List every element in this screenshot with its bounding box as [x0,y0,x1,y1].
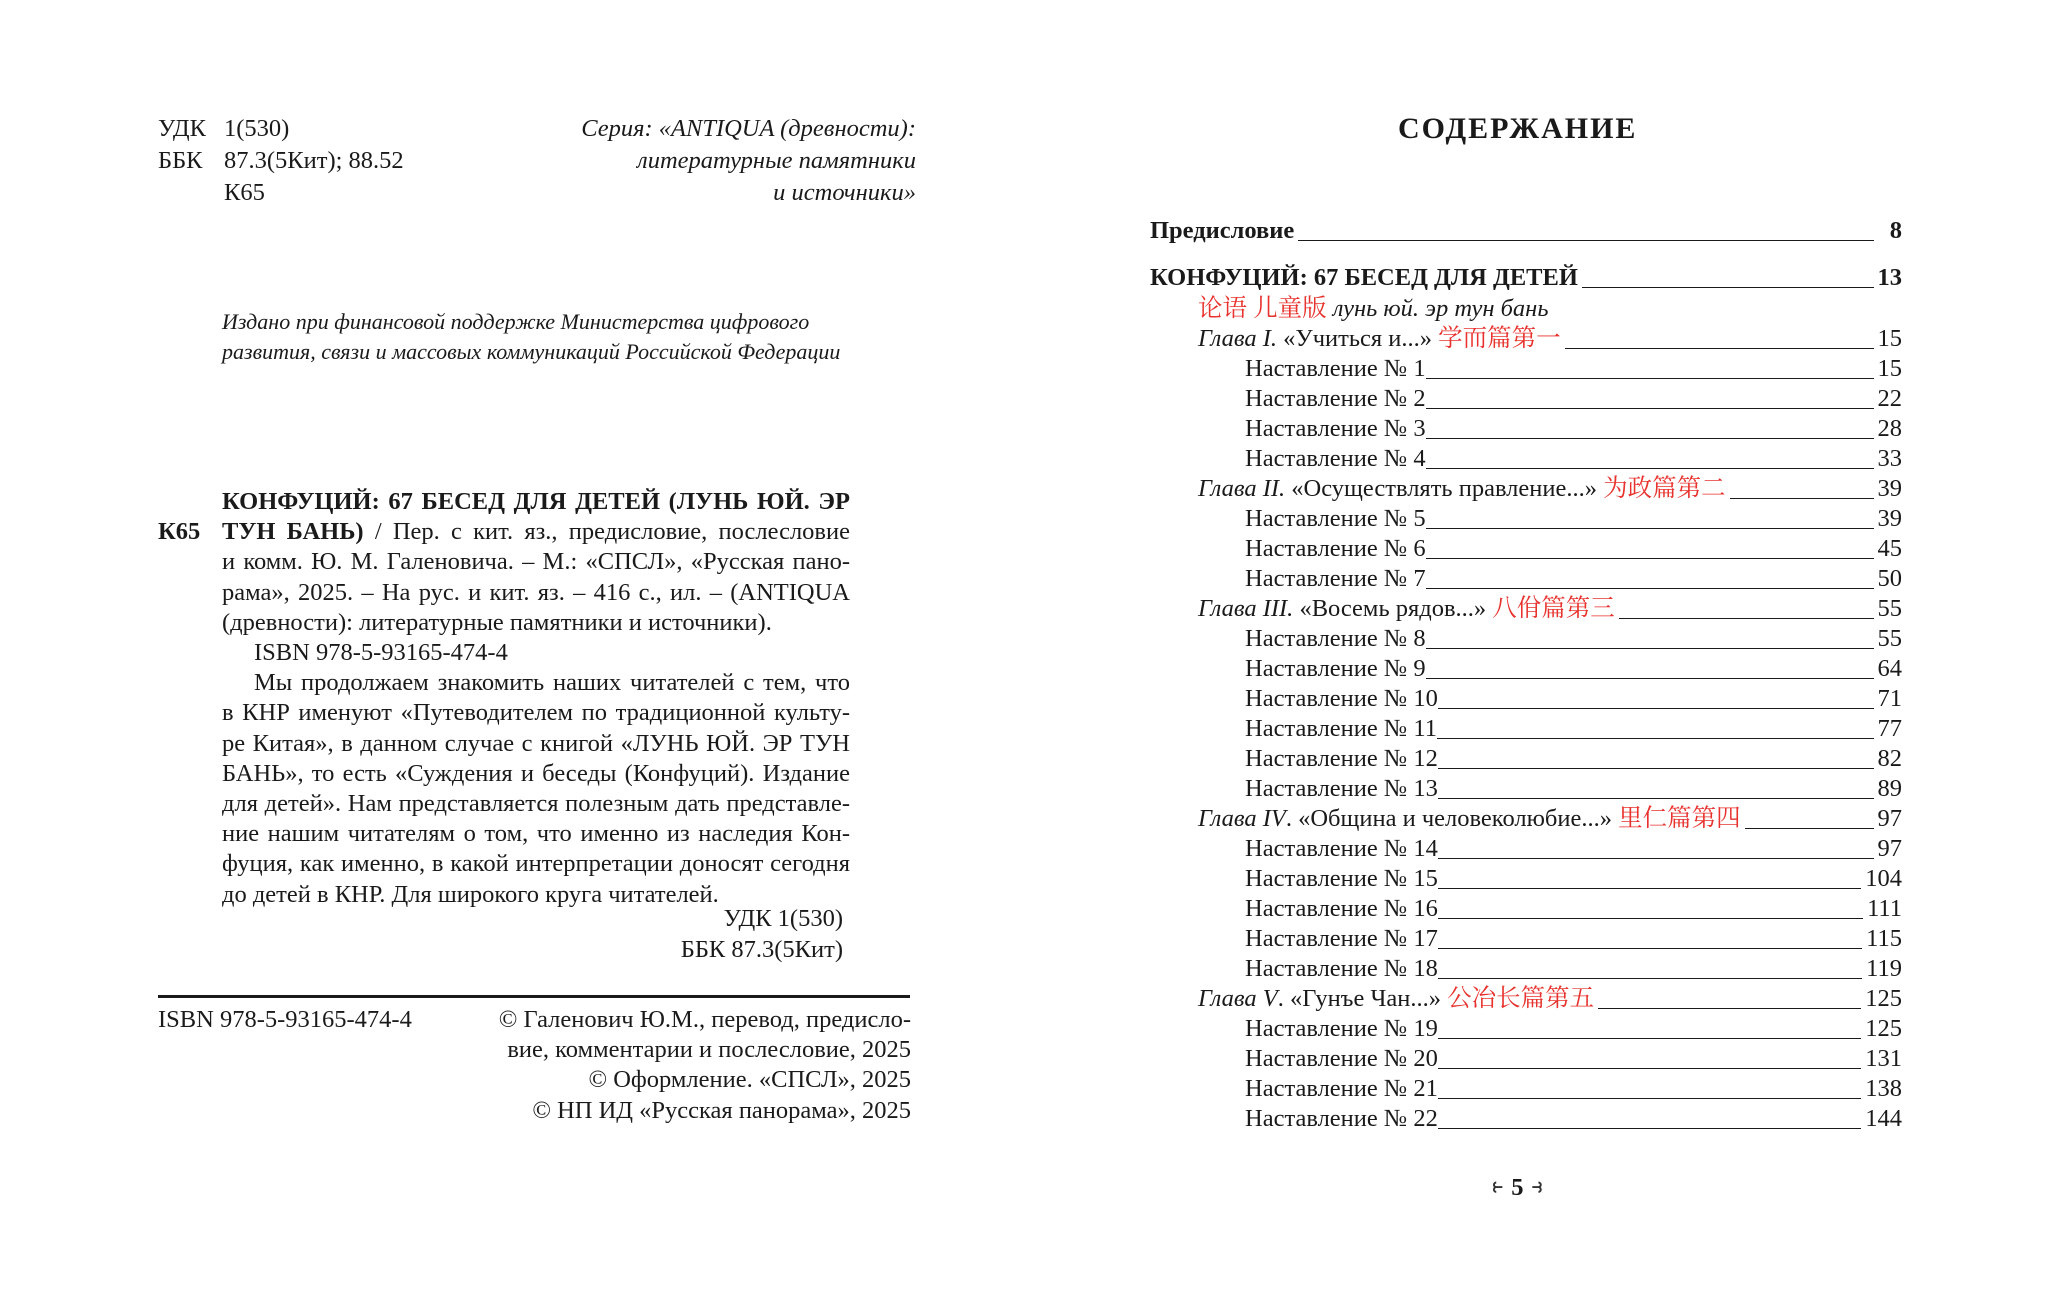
toc-page-number: 82 [1877,745,1902,772]
leader-line [1438,708,1874,709]
toc-label [1245,505,1426,533]
toc-page-number: 77 [1877,715,1902,742]
classification-codes [158,113,404,209]
toc-label [1198,475,1726,503]
toc-label [1198,985,1594,1013]
chapter-number: Глава V [1198,985,1278,1012]
toc-page-number: 22 [1877,385,1902,412]
toc-page-number: 71 [1877,685,1902,712]
toc-lesson [1150,563,1902,593]
leader-line [1426,558,1874,559]
toc-section [1150,262,1902,292]
toc-label [1245,445,1426,473]
toc-text: Наставление № 4 [1245,445,1426,472]
toc-page-number: 13 [1877,264,1902,291]
toc-text: Наставление № 3 [1245,415,1426,442]
leader-line [1438,1068,1861,1069]
toc-text: Наставление № 17 [1245,925,1438,952]
annotation-line: Мы продолжаем знакомить наших читателей с тем, что [254,669,850,697]
toc-page-number: 97 [1877,805,1902,832]
annotation-line: ние нашим читателям о том, что именно из наследия Кон- [222,820,850,848]
toc-page-number: 15 [1877,325,1902,352]
toc-page-number: 8 [1889,217,1902,244]
copyright-block: © Галенович Ю.М., перевод, предисло- вие, комментарии и послесловие, 2025 © Оформление. «СПСЛ», 2025 © НП ИД «Русская панорама», 2025 [498,1006,911,1124]
toc-text: Предисловие [1150,217,1295,244]
toc-label [1245,685,1438,713]
leader-line [1438,798,1874,799]
toc-label [1150,217,1294,245]
toc-text: Наставление № 20 [1245,1045,1438,1072]
leader-line [1745,828,1874,829]
toc-page-number: 144 [1865,1105,1902,1132]
toc-label [1245,1015,1438,1043]
chapter-number: Глава III. [1198,595,1294,622]
biblio-line: ТУН БАНЬ) / Пер. с кит. яз., предисловие, послесловие [222,518,850,546]
toc-lesson [1150,503,1902,533]
toc-label [1245,535,1426,563]
chapter-number: Глава IV [1198,805,1286,832]
leader-line [1426,378,1874,379]
page-number: ⥼ 5 ⥽ [1490,1174,1545,1201]
divider-rule [158,995,910,998]
toc-lesson [1150,353,1902,383]
biblio-line: (древности): литературные памятники и источники). [222,608,772,636]
annotation-line: до детей в КНР. Для широкого круга читателей. [222,880,719,908]
toc-text: Наставление № 7 [1245,565,1426,592]
author-mark: К65 [158,518,201,545]
toc-text: «Восемь рядов...» [1293,595,1487,622]
annotation-line: в КНР именуют «Путеводителем по традиционной культу- [222,699,850,727]
toc-label [1245,745,1438,773]
leader-line [1598,1008,1861,1009]
toc-lesson [1150,1013,1902,1043]
toc-text: Наставление № 13 [1245,775,1438,802]
leader-line [1426,438,1874,439]
chinese-chapter-title: 公冶长篇第五 [1447,985,1595,1012]
leader-line [1730,498,1874,499]
udk-code: УДК 1(530) [158,115,290,142]
toc-chapter [1150,803,1902,833]
toc-text: Наставление № 15 [1245,865,1438,892]
toc-text: Наставление № 9 [1245,655,1426,682]
toc-chapter [1150,473,1902,503]
toc-lesson [1150,1043,1902,1073]
isbn-line: ISBN 978-5-93165-474-4 [254,639,508,667]
toc-lesson [1150,623,1902,653]
toc-page-number: 131 [1865,1045,1902,1072]
toc-lesson [1150,653,1902,683]
toc-page-number: 119 [1866,955,1902,982]
leader-line [1298,240,1874,241]
annotation-line: фуция, как именно, в какой интерпретации доносят сегодня [222,850,850,878]
leader-line [1426,468,1874,469]
toc-text: Наставление № 19 [1245,1015,1438,1042]
annotation-line: для детей». Нам представляется полезным дать представле- [222,790,850,818]
toc-lesson [1150,683,1902,713]
toc-label [1245,565,1426,593]
toc-lesson [1150,863,1902,893]
leader-line [1438,978,1862,979]
toc-text: Наставление № 21 [1245,1075,1438,1102]
leader-line [1426,678,1874,679]
toc-text: . «Община и человеколюбие...» [1285,805,1612,832]
bibliographic-record [222,487,850,910]
toc-text: Наставление № 12 [1245,745,1438,772]
toc-text: Наставление № 11 [1245,715,1437,742]
toc-page-number: 39 [1877,505,1902,532]
toc-title: СОДЕРЖАНИЕ [1398,112,1638,145]
toc-lesson [1150,1103,1902,1133]
toc-label [1245,1075,1438,1103]
toc-text: Наставление № 1 [1245,355,1426,382]
toc-page-number: 115 [1866,925,1902,952]
toc-text: «Осуществлять правление...» [1285,475,1598,502]
toc-label [1245,415,1426,443]
toc-page-number: 125 [1865,1015,1902,1042]
toc-label [1245,865,1438,893]
leader-line [1437,738,1874,739]
toc-text: Наставление № 6 [1245,535,1426,562]
toc-label [1245,1105,1438,1133]
toc-lesson [1150,953,1902,983]
chinese-chapter-title: 里仁篇第四 [1618,805,1741,832]
udk-bbk-summary: УДК 1(530) ББК 87.3(5Кит) [680,905,843,963]
toc-label [1245,955,1438,983]
toc-lesson [1150,413,1902,443]
toc-page-number: 89 [1877,775,1902,802]
leader-line [1426,528,1874,529]
leader-line [1438,858,1874,859]
leader-line [1438,1098,1861,1099]
toc-text: Наставление № 8 [1245,625,1426,652]
bbk-code: ББК 87.3(5Кит); 88.52 [158,147,404,174]
leader-line [1438,768,1874,769]
toc-label [1245,895,1438,923]
toc-label [1198,325,1561,353]
toc-page-number: 138 [1865,1075,1902,1102]
toc-text: «Учиться и...» [1277,325,1433,352]
biblio-line: и комм. Ю. М. Галеновича. – М.: «СПСЛ», «Русская пано- [222,548,850,576]
toc-lesson [1150,383,1902,413]
transliteration: лунь юй. эр тун бань [1332,295,1549,322]
toc-subtitle [1150,293,1902,323]
chinese-chapter-title: 八佾篇第三 [1492,595,1615,622]
leader-line [1426,648,1874,649]
toc-page-number: 55 [1877,595,1902,622]
toc-text: Наставление № 18 [1245,955,1438,982]
toc-text: КОНФУЦИЙ: 67 БЕСЕД ДЛЯ ДЕТЕЙ [1150,264,1578,291]
toc-page-number: 97 [1877,835,1902,862]
toc-lesson [1150,1073,1902,1103]
isbn-bottom: ISBN 978-5-93165-474-4 [158,1006,412,1033]
toc-page-number: 28 [1877,415,1902,442]
leader-line [1438,918,1863,919]
leader-line [1582,287,1874,288]
toc-text: Наставление № 14 [1245,835,1438,862]
leader-line [1619,618,1874,619]
toc-lesson [1150,893,1902,923]
funding-note: Издано при финансовой поддержке Министерства цифрового развития, связи и массовых коммуникаций Российской Федерации [222,309,841,364]
leader-line [1438,1128,1861,1129]
biblio-line: КОНФУЦИЙ: 67 БЕСЕД ДЛЯ ДЕТЕЙ (ЛУНЬ ЮЙ. ЭР [222,488,850,515]
toc-lesson [1150,713,1902,743]
toc-chapter [1150,983,1902,1013]
author-code: К65 [224,179,265,206]
toc-page-number: 45 [1877,535,1902,562]
toc-lesson [1150,443,1902,473]
leader-line [1438,1038,1861,1039]
annotation-line: ре Китая», в данном случае с книгой «ЛУНЬ ЮЙ. ЭР ТУН [222,729,850,757]
toc-page-number: 55 [1877,625,1902,652]
toc-chapter [1150,323,1902,353]
toc-label [1245,1045,1438,1073]
toc-lesson [1150,773,1902,803]
annotation-line: БАНЬ», то есть «Суждения и беседы (Конфуций). Издание [222,759,850,787]
chapter-number: Глава I. [1198,325,1277,352]
ornament-right-icon: ⥽ [1529,1177,1545,1197]
toc-text: Наставление № 2 [1245,385,1426,412]
toc-text: . «Гунъе Чан...» [1277,985,1441,1012]
chinese-chapter-title: 为政篇第二 [1603,475,1726,502]
leader-line [1565,348,1874,349]
toc-page-number: 111 [1867,895,1902,922]
leader-line [1438,948,1862,949]
leader-line [1438,888,1861,889]
toc-text: Наставление № 5 [1245,505,1426,532]
toc-chapter [1150,593,1902,623]
series-info: Серия: «ANTIQUA (древности): литературные памятники и источники» [581,115,916,206]
toc-label [1245,925,1438,953]
toc-label [1245,775,1438,803]
toc-page-number: 125 [1865,985,1902,1012]
toc-lesson [1150,533,1902,563]
leader-line [1426,588,1874,589]
toc-label [1198,595,1615,623]
chapter-number: Глава II. [1198,475,1286,502]
toc-label [1245,355,1426,383]
toc-page-number: 50 [1877,565,1902,592]
toc-page-number: 64 [1877,655,1902,682]
chinese-title: 论语 儿童版 [1198,295,1327,322]
chinese-chapter-title: 学而篇第一 [1438,325,1561,352]
toc-page-number: 39 [1877,475,1902,502]
toc-lesson [1150,833,1902,863]
biblio-line: рама», 2025. – На рус. и кит. яз. – 416 с., ил. – (ANTIQUA [222,578,850,606]
toc-section [1150,215,1902,245]
toc-label [1245,715,1437,743]
toc-lesson [1150,743,1902,773]
toc-page-number: 104 [1865,865,1902,892]
toc-text: Наставление № 10 [1245,685,1438,712]
toc-text: Наставление № 16 [1245,895,1438,922]
toc-label [1245,835,1438,863]
toc-label [1245,655,1426,683]
toc-label [1245,385,1426,413]
toc-label [1150,264,1578,292]
toc-lesson [1150,923,1902,953]
toc-page-number: 15 [1877,355,1902,382]
toc-label [1198,805,1741,833]
ornament-left-icon: ⥼ [1490,1177,1506,1197]
toc-text: Наставление № 22 [1245,1105,1438,1132]
toc-label [1198,295,1548,323]
leader-line [1426,408,1874,409]
toc-label [1245,625,1426,653]
toc-page-number: 33 [1877,445,1902,472]
